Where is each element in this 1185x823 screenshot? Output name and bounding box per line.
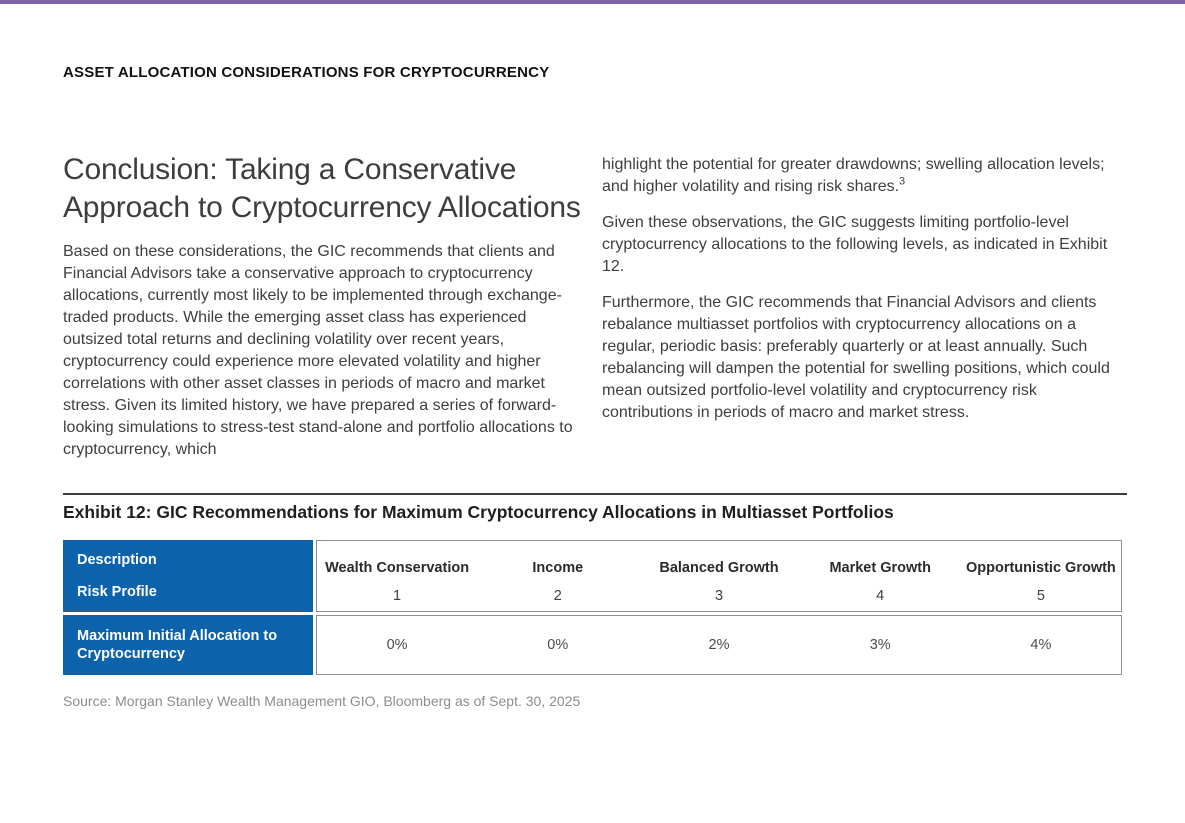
right-column: [602, 151, 1123, 461]
column-name: Market Growth: [829, 559, 931, 576]
risk-profile-number: 4: [876, 588, 885, 604]
table-column-header: [961, 540, 1122, 612]
page-top-accent-bar: [0, 0, 1185, 4]
exhibit-divider-rule: [63, 493, 1127, 495]
table-column-header: [800, 540, 961, 612]
risk-profile-number: 3: [714, 588, 724, 604]
allocation-value-cell: 0%: [316, 615, 477, 675]
risk-profile-number: 2: [553, 588, 562, 604]
column-name: Balanced Growth: [659, 559, 779, 576]
allocation-value-cell: 0%: [477, 615, 638, 675]
table-column-header: [638, 540, 799, 612]
allocation-table: [63, 540, 1122, 675]
row-label-allocation: Maximum Initial Allocation to Cryptocurrency: [77, 628, 278, 662]
paragraph-text: highlight the potential for greater drawdowns; swelling allocation levels; and higher volatility and rising risk shares.: [602, 156, 1105, 195]
body-paragraph: [602, 154, 1123, 198]
exhibit-12-section: [63, 493, 1123, 709]
exhibit-title: Exhibit 12: GIC Recommendations for Maximum Cryptocurrency Allocations in Multiasset Portfolios: [63, 502, 894, 522]
table-column-header: [477, 540, 638, 612]
allocation-value-cell: 2%: [638, 615, 799, 675]
column-name: Opportunistic Growth: [965, 559, 1116, 576]
document-page: [0, 64, 1185, 709]
column-name: Wealth Conservation: [325, 559, 470, 576]
allocation-value-cell: 4%: [961, 615, 1122, 675]
risk-profile-number: 1: [393, 588, 402, 604]
table-column-header: [316, 540, 477, 612]
column-name: Income: [532, 559, 584, 576]
row-label-description: Description: [77, 552, 157, 568]
body-paragraph: Based on these considerations, the GIC recommends that clients and Financial Advisors take a conservative approach to cryptocurrency allocations, currently most likely to be implemented through exchange-traded products. While the emerging asset class has experienced outsized total returns and declining volatility over recent years, cryptocurrency could experience more elevated volatility and higher correlations with other asset classes in periods of macro and market stress. Given its limited history, we have prepared a series of forward-looking simulations to stress-test stand-alone and portfolio allocations to cryptocurrency, which: [63, 243, 573, 458]
allocation-value-cell: 3%: [800, 615, 961, 675]
footnote-reference: 3: [899, 175, 906, 188]
body-paragraph: Furthermore, the GIC recommends that Financial Advisors and clients rebalance multiasset portfolios with cryptocurrency allocations on a regular, periodic basis: preferably quarterly or at least annually. Such rebalancing will dampen the potential for swelling positions, which could mean outsized portfolio-level volatility and cryptocurrency risk contributions in periods of macro and market stress.: [602, 294, 1110, 421]
row-label-risk-profile: Risk Profile: [77, 584, 157, 600]
section-kicker: ASSET ALLOCATION CONSIDERATIONS FOR CRYPTOCURRENCY: [63, 64, 550, 81]
source-attribution: Source: Morgan Stanley Wealth Management GIO, Bloomberg as of Sept. 30, 2025: [63, 693, 581, 709]
body-paragraph: Given these observations, the GIC suggests limiting portfolio-level cryptocurrency allocations to the following levels, as indicated in Exhibit 12.: [602, 214, 1108, 275]
table-row-label-cell: [63, 540, 313, 612]
two-column-body: [63, 151, 1123, 461]
page-title: Conclusion: Taking a Conservative Approach to Cryptocurrency Allocations: [63, 153, 581, 224]
table-row-label-cell: [63, 615, 313, 675]
left-column: [63, 151, 584, 461]
risk-profile-number: 5: [1036, 588, 1045, 604]
